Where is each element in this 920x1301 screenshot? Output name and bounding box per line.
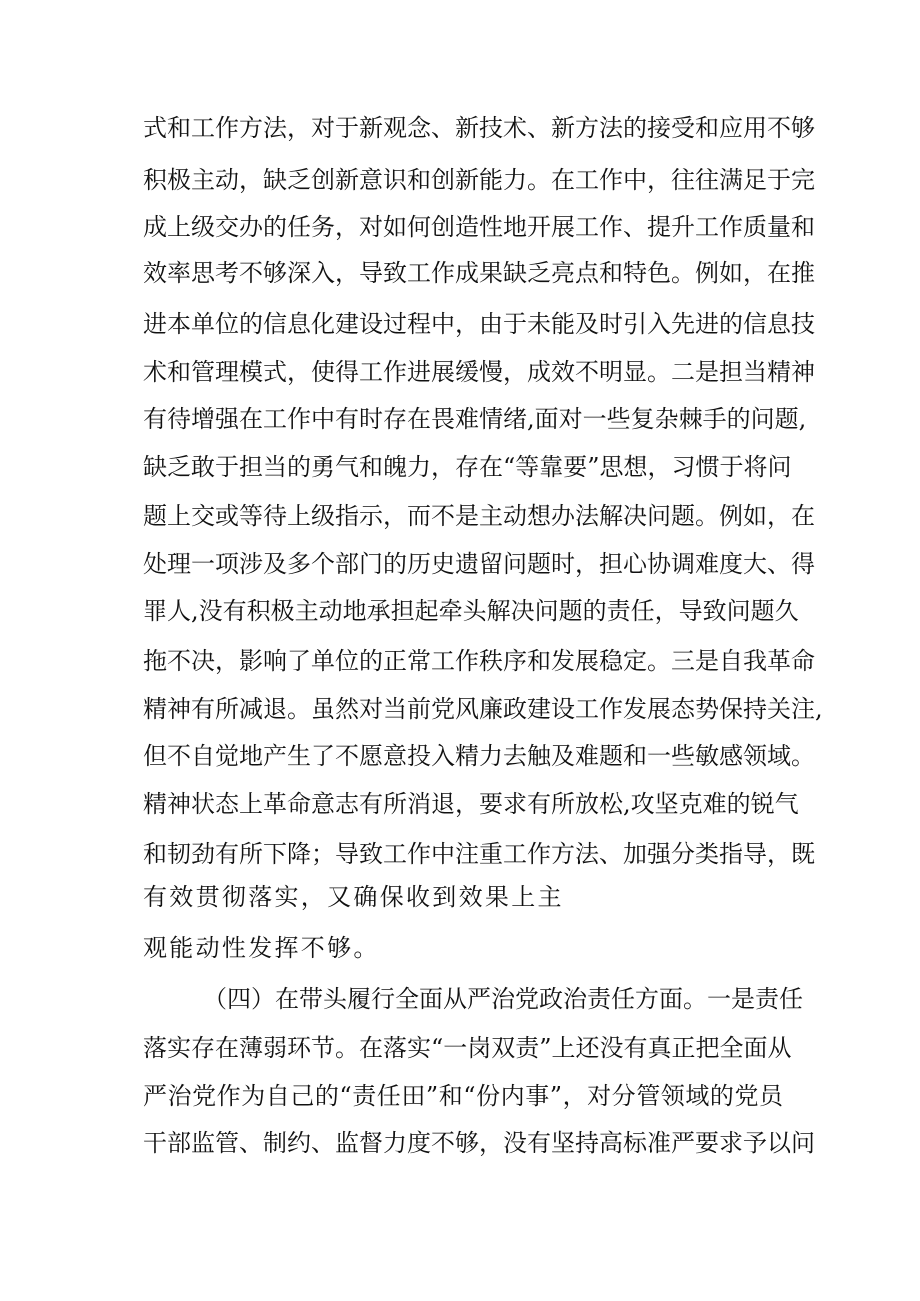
text-line: 严治党作为自己的“责任田”和“份内事”，对分管领域的党员 (143, 1082, 783, 1110)
text-line: 干部监管、制约、监督力度不够，没有坚持高标准严要求予以问 (143, 1129, 815, 1157)
text-line: 成上级交办的任务，对如何创造性地开展工作、提升工作质量和 (143, 213, 815, 241)
text-line: 处理一项涉及多个部门的历史遗留问题时，担心协调难度大、得 (143, 550, 815, 578)
text-line: 但不自觉地产生了不愿意投入精力去触及难题和一些敏感领域。 (143, 742, 815, 770)
text-line: 效率思考不够深入，导致工作成果缺乏亮点和特色。例如，在推 (143, 259, 815, 287)
text-line: 进本单位的信息化建设过程中，由于未能及时引入先进的信息技 (143, 310, 815, 338)
text-line: 有效贯彻落实，又确保收到效果上主 (143, 883, 564, 911)
text-line: 有待增强在工作中有时存在畏难情绪,面对一些复杂棘手的问题, (143, 405, 807, 433)
text-line: 观能动性发挥不够。 (143, 934, 380, 962)
text-line: 术和管理模式，使得工作进展缓慢，成效不明显。二是担当精神 (143, 358, 815, 386)
text-line: 积极主动，缺乏创新意识和创新能力。在工作中，往往满足于完 (143, 166, 815, 194)
text-line: 落实存在薄弱环节。在落实“一岗双责”上还没有真正把全面从 (143, 1034, 792, 1062)
text-line: 拖不决，影响了单位的正常工作秩序和发展稳定。三是自我革命 (143, 647, 815, 675)
text-line: 罪人,没有积极主动地承担起牵头解决问题的责任，导致问题久 (143, 597, 799, 625)
text-line: 缺乏敢于担当的勇气和魄力，存在“等靠要”思想，习惯于将问 (143, 453, 792, 481)
text-line: 精神有所减退。虽然对当前党风廉政建设工作发展态势保持关注, (143, 695, 823, 723)
text-line: 精神状态上革命意志有所消退，要求有所放松,攻坚克难的锐气 (143, 790, 799, 818)
text-line: 和韧劲有所下降；导致工作中注重工作方法、加强分类指导，既 (143, 840, 815, 868)
section-heading-line: （四）在带头履行全面从严治党政治责任方面。一是责任 (203, 985, 803, 1013)
text-line: 式和工作方法，对于新观念、新技术、新方法的接受和应用不够 (143, 114, 815, 142)
text-line: 题上交或等待上级指示，而不是主动想办法解决问题。例如，在 (143, 502, 815, 530)
